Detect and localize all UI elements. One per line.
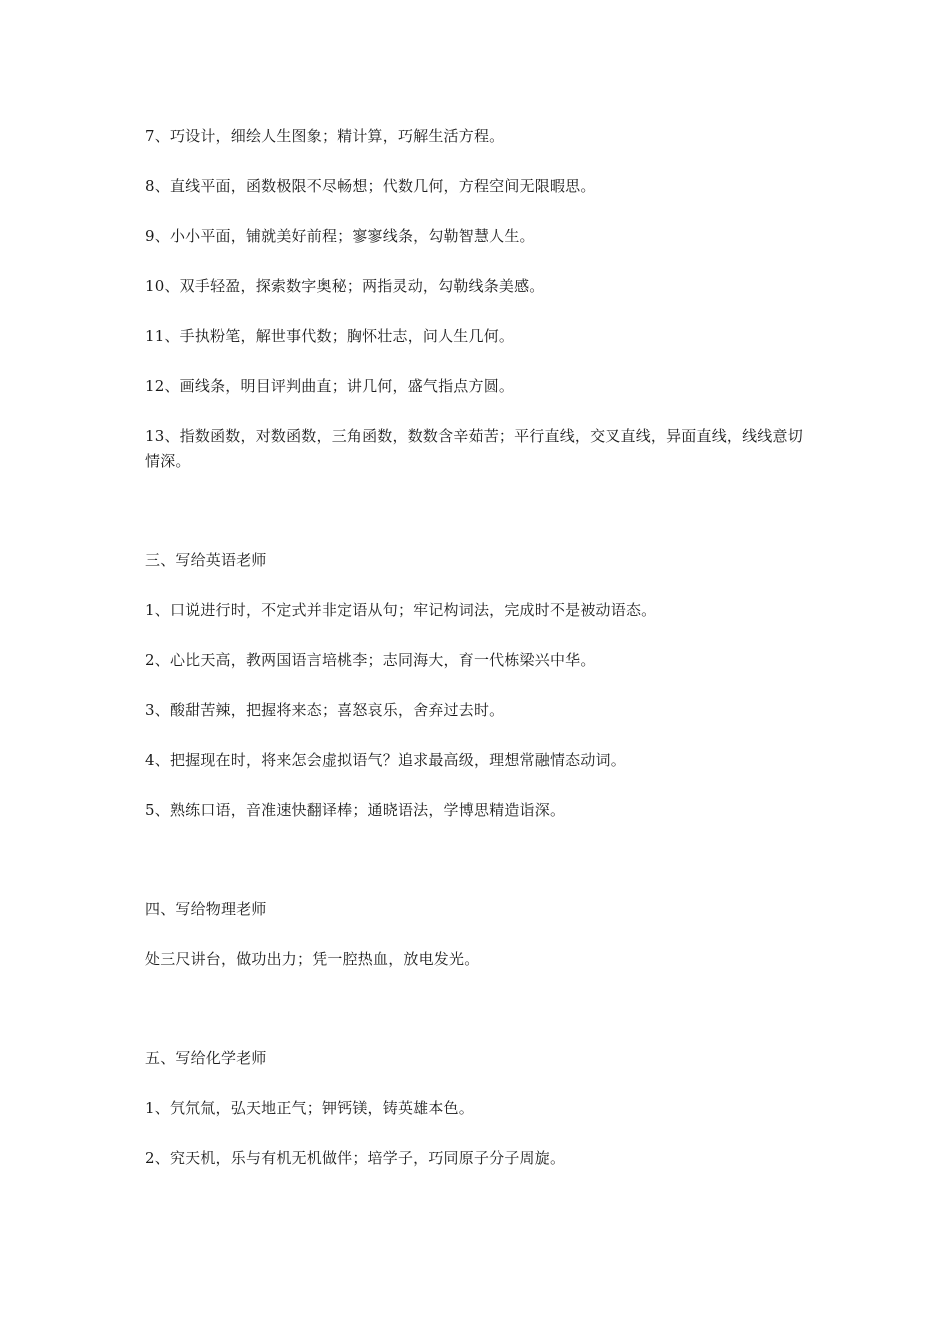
math-line-9: 9、小小平面，铺就美好前程；寥寥线条，勾勒智慧人生。 [145, 227, 535, 245]
math-line-12: 12、画线条，明目评判曲直；讲几何，盛气指点方圆。 [145, 377, 515, 395]
chemistry-line-2: 2、究天机，乐与有机无机做伴；培学子，巧同原子分子周旋。 [145, 1149, 566, 1167]
chemistry-line-1: 1、氕氘氚，弘天地正气；钾钙镁，铸英雄本色。 [145, 1099, 474, 1117]
physics-line-1: 处三尺讲台，做功出力；凭一腔热血，放电发光。 [145, 950, 480, 968]
english-line-2: 2、心比天高，教两国语言培桃李；志同海大，育一代栋梁兴中华。 [145, 651, 596, 669]
english-line-4: 4、把握现在时，将来怎会虚拟语气？追求最高级，理想常融情态动词。 [145, 751, 626, 769]
document-page [145, 124, 815, 1196]
math-line-11: 11、手执粉笔，解世事代数；胸怀壮志，问人生几何。 [145, 327, 515, 345]
english-section-heading: 三、写给英语老师 [145, 551, 267, 569]
math-line-7: 7、巧设计，细绘人生图象；精计算，巧解生活方程。 [145, 127, 505, 145]
section-gap [145, 997, 815, 1046]
english-line-5: 5、熟练口语，音准速快翻译棒；通晓语法，学博思精造诣深。 [145, 801, 566, 819]
math-line-8: 8、直线平面，函数极限不尽畅想；代数几何，方程空间无限暇思。 [145, 177, 596, 195]
math-line-10: 10、双手轻盈，探索数字奥秘；两指灵动，勾勒线条美感。 [145, 277, 545, 295]
section-gap [145, 499, 815, 548]
english-line-3: 3、酸甜苦辣，把握将来态；喜怒哀乐，舍弃过去时。 [145, 701, 505, 719]
english-line-1: 1、口说进行时，不定式并非定语从句；牢记构词法，完成时不是被动语态。 [145, 601, 657, 619]
physics-section-heading: 四、写给物理老师 [145, 900, 267, 918]
section-gap [145, 848, 815, 897]
chemistry-section-heading: 五、写给化学老师 [145, 1049, 267, 1067]
math-line-13: 13、指数函数，对数函数，三角函数，数数含辛茹苦；平行直线，交叉直线，异面直线，线线意切情深。 [145, 427, 803, 470]
